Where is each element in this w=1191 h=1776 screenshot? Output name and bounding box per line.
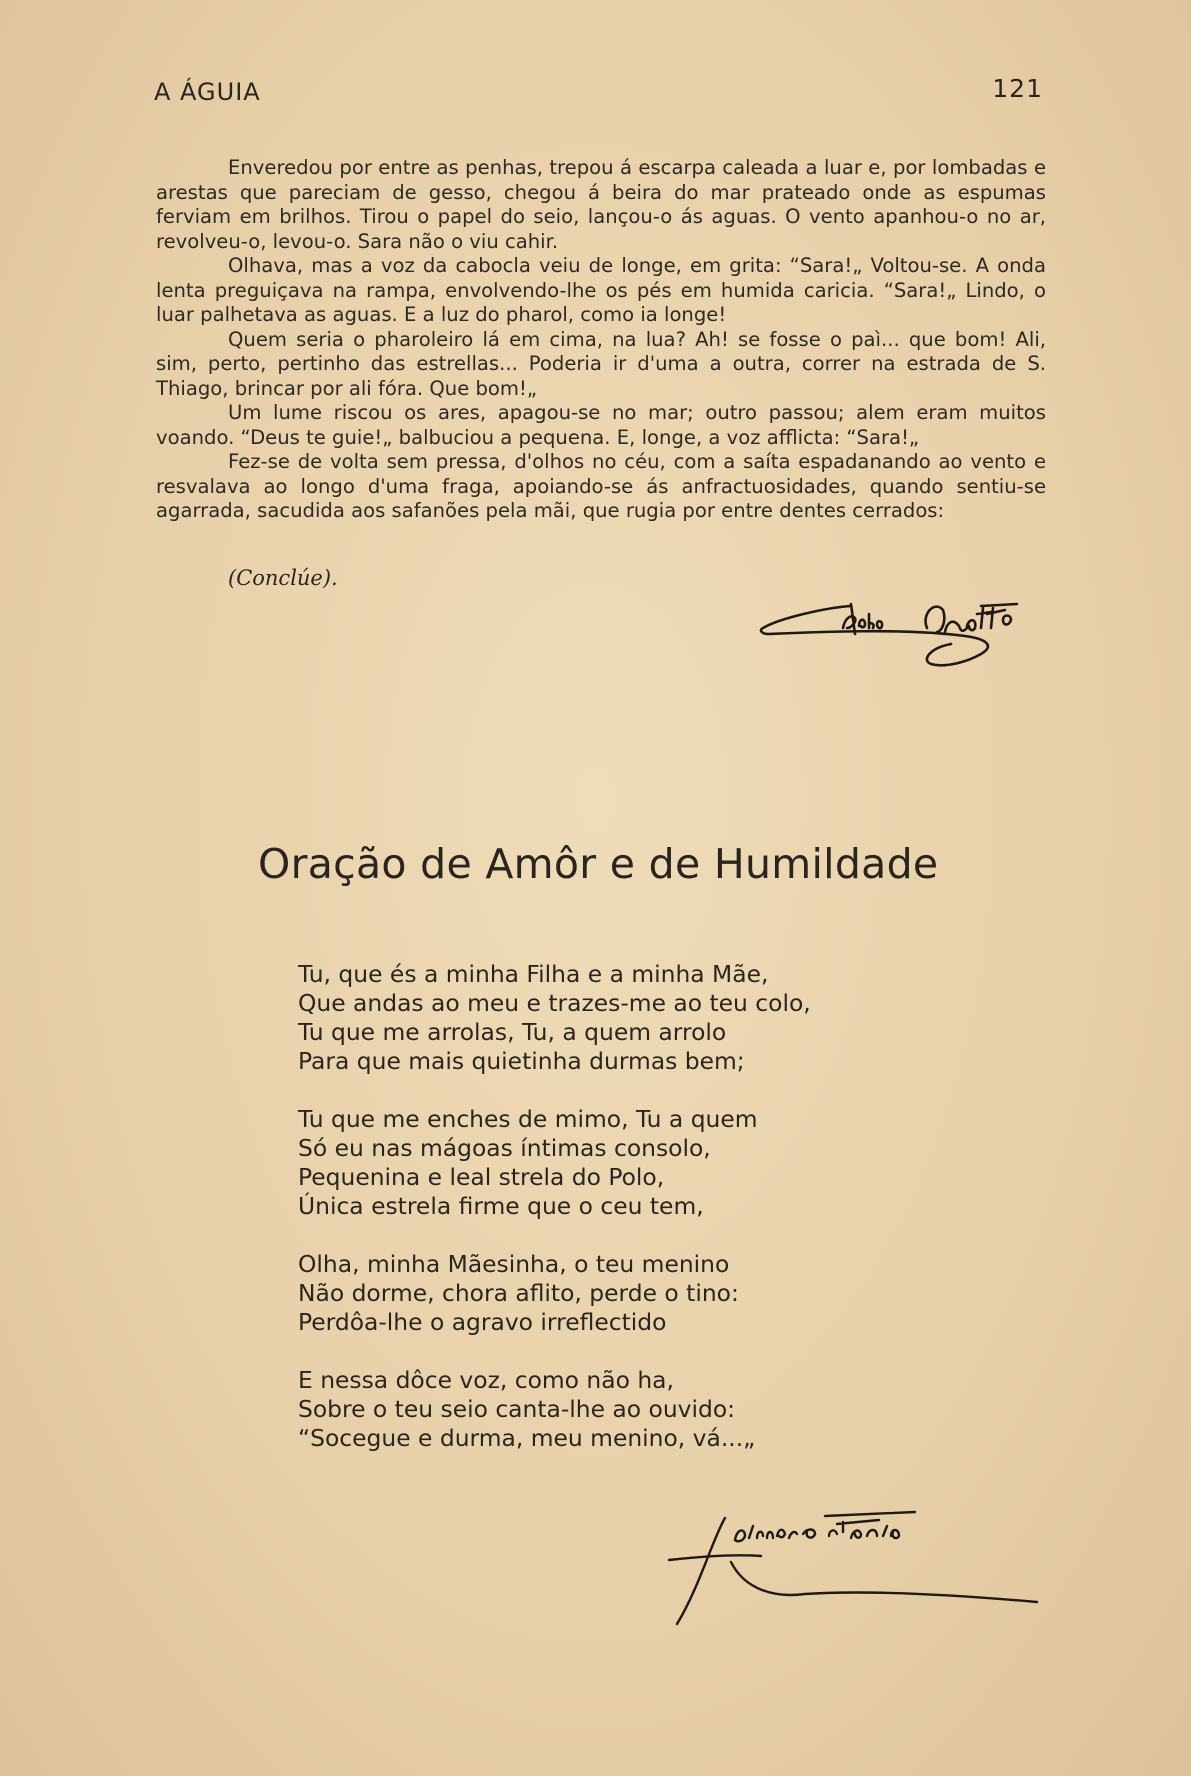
poem-line: Tu que me enches de mimo, Tu a quem: [298, 1105, 758, 1133]
poem-line: Que andas ao meu e trazes-me ao teu colo,: [298, 989, 811, 1017]
conclusion-note: (Conclúe).: [228, 566, 338, 590]
poem-line: Tu que me arrolas, Tu, a quem arrolo: [298, 1018, 727, 1046]
poem-line: “Socegue e durma, meu menino, vá...„: [298, 1424, 756, 1452]
paragraph: Olhava, mas a voz da cabocla veiu de longe, em grita: “Sara!„ Voltou-se. A onda lenta preguiçava na rampa, envolvendo-lhe os pés em humida caricia. “Sara!„ Lindo, o luar palhetava as aguas. E a luz do pharol, como ia longe!: [156, 254, 1046, 326]
page-header: [150, 72, 1045, 112]
stanza: [298, 1250, 938, 1337]
poem-line: Única estrela firme que o ceu tem,: [298, 1192, 704, 1220]
poem-body: [298, 960, 938, 1482]
stanza: [298, 960, 938, 1076]
poem-line: Sobre o teu seio canta-lhe ao ouvido:: [298, 1395, 736, 1423]
poem-line: Só eu nas mágoas íntimas consolo,: [298, 1134, 711, 1162]
signature-coelho-netto: [755, 588, 1055, 678]
journal-title: A ÁGUIA: [154, 78, 261, 106]
paragraph: Fez-se de volta sem pressa, d'olhos no céu, com a saíta espadanando ao vento e resvalava ao longo d'uma fraga, apoiando-se ás anfractuosidades, quando sentiu-se agarrada, sacudida aos safanões pela mãi, que rugia por entre dentes cerrados:: [156, 450, 1046, 522]
poem-line: Perdôa-lhe o agravo irreflectido: [298, 1308, 667, 1336]
poem-title: Oração de Amôr e de Humildade: [258, 840, 939, 888]
paragraph: Um lume riscou os ares, apagou-se no mar; outro passou; alem eram muitos voando. “Deus te guie!„ balbuciou a pequena. E, longe, a voz afflicta: “Sara!„: [156, 401, 1046, 449]
stanza: [298, 1366, 938, 1453]
stanza: [298, 1105, 938, 1221]
poem-line: E nessa dôce voz, como não ha,: [298, 1366, 674, 1394]
poem-line: Para que mais quietinha durmas bem;: [298, 1047, 745, 1075]
story-text: [156, 156, 1046, 524]
paragraph: Quem seria o pharoleiro lá em cima, na lua? Ah! se fosse o paì... que bom! Ali, sim, perto, pertinho das estrellas... Poderia ir d'uma a outra, correr na estrada de S. Thiago, brincar por ali fóra. Que bom!„: [156, 327, 1046, 400]
paragraph: Enveredou por entre as penhas, trepou á escarpa caleada a luar e, por lombadas e arestas que pareciam de gesso, chegou á beira do mar prateado onde as espumas ferviam em brilhos. Tirou o papel do seio, lançou-o ás aguas. O vento apanhou-o no ar, revolveu-o, levou-o. Sara não o viu cahir.: [156, 156, 1046, 253]
poem-line: Pequenina e leal strela do Polo,: [298, 1163, 665, 1191]
poem-line: Olha, minha Mãesinha, o teu menino: [298, 1250, 730, 1278]
signature-afonso-duarte: [665, 1498, 1045, 1628]
poem-line: Tu, que és a minha Filha e a minha Mãe,: [298, 960, 769, 988]
poem-line: Não dorme, chora aflito, perde o tino:: [298, 1279, 739, 1307]
page-number: 121: [992, 74, 1043, 103]
